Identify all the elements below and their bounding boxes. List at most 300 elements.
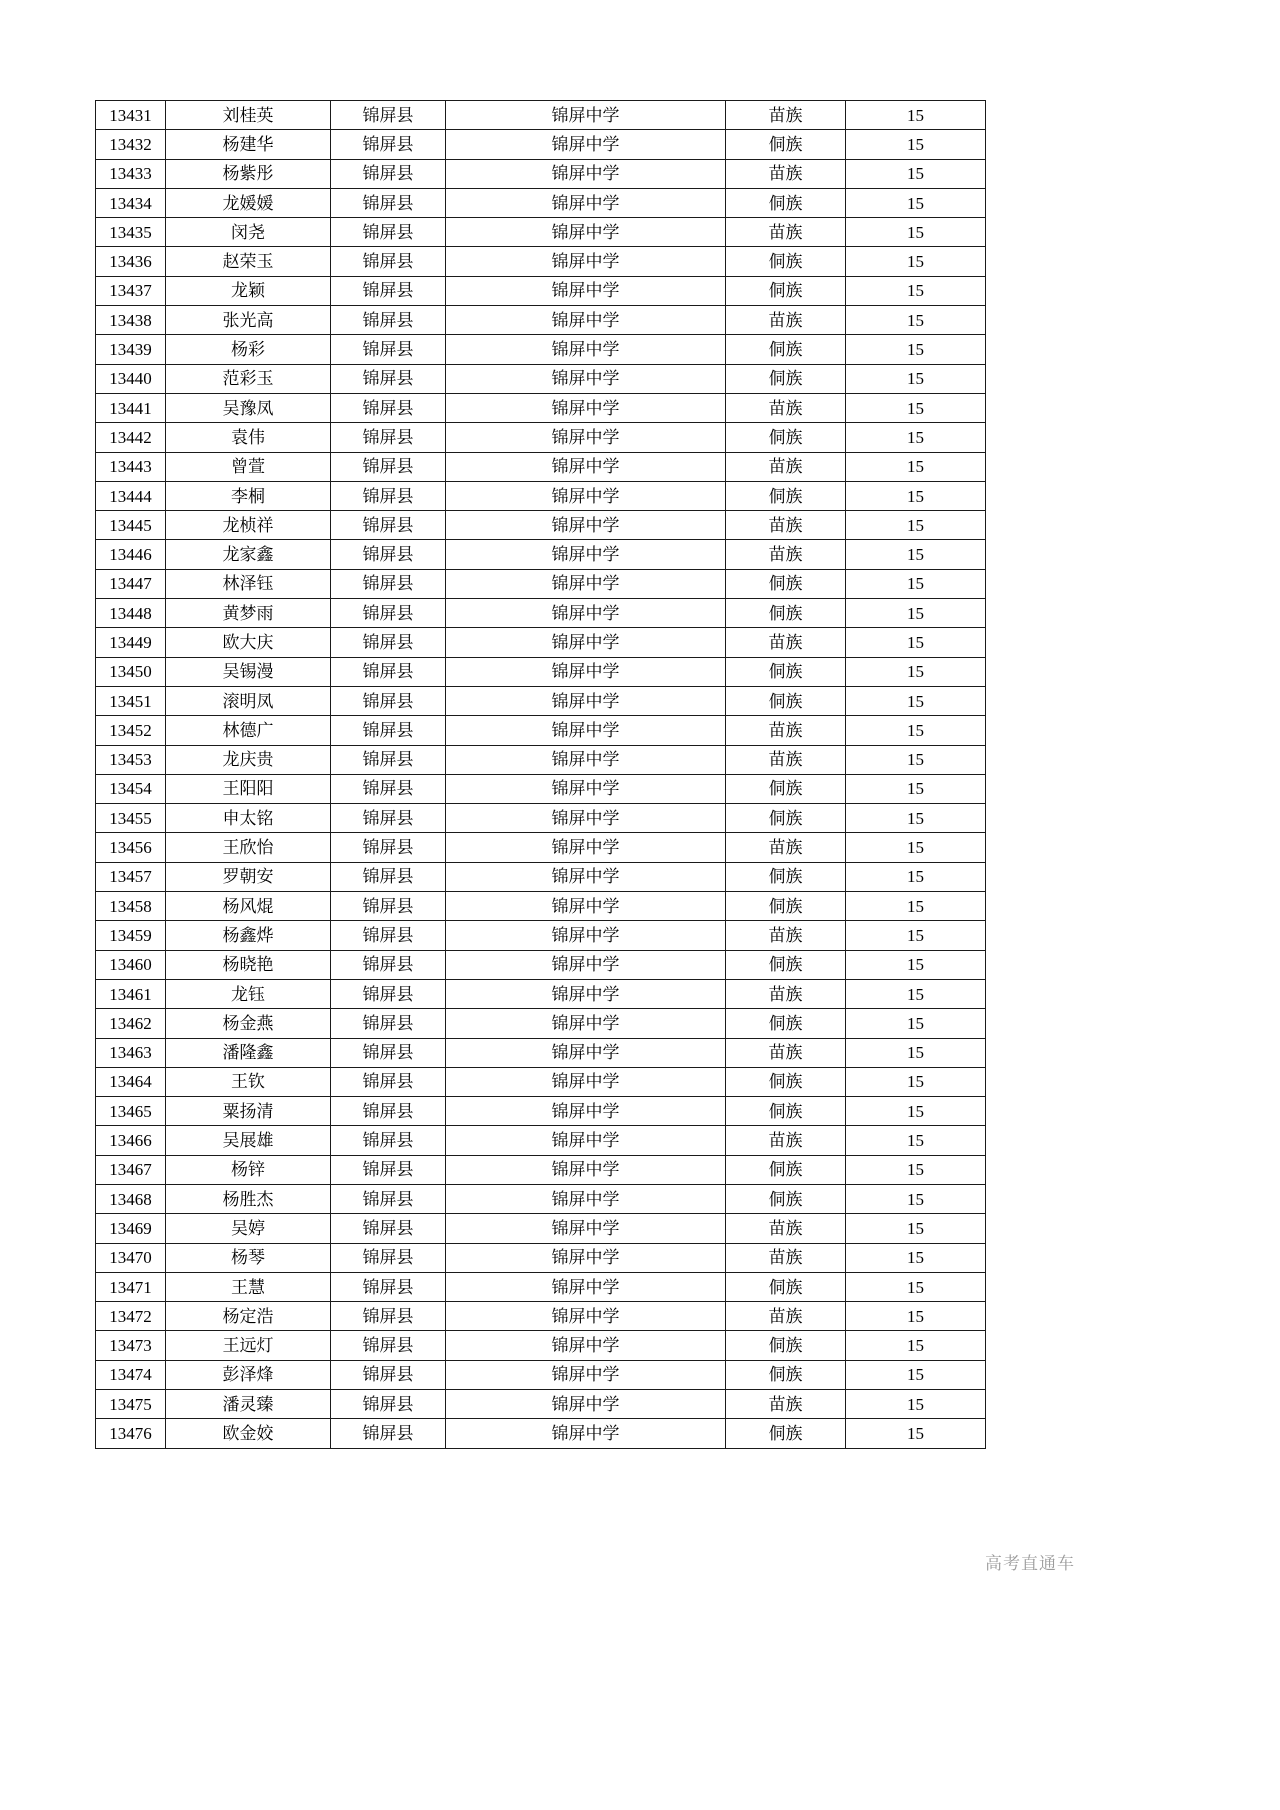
cell-school: 锦屏中学	[446, 804, 726, 833]
cell-score: 15	[846, 921, 986, 950]
table-row	[96, 481, 986, 510]
cell-ethnicity: 苗族	[726, 218, 846, 247]
table-row	[96, 1097, 986, 1126]
cell-ethnicity: 苗族	[726, 1126, 846, 1155]
table-row	[96, 276, 986, 305]
cell-school: 锦屏中学	[446, 1272, 726, 1301]
cell-ethnicity: 苗族	[726, 306, 846, 335]
cell-name: 李桐	[166, 481, 331, 510]
cell-school: 锦屏中学	[446, 921, 726, 950]
cell-id: 13442	[96, 423, 166, 452]
cell-school: 锦屏中学	[446, 1214, 726, 1243]
cell-score: 15	[846, 481, 986, 510]
cell-score: 15	[846, 1009, 986, 1038]
cell-ethnicity: 苗族	[726, 101, 846, 130]
cell-score: 15	[846, 1184, 986, 1213]
cell-id: 13459	[96, 921, 166, 950]
cell-score: 15	[846, 452, 986, 481]
table-row	[96, 1155, 986, 1184]
cell-name: 吴锡漫	[166, 657, 331, 686]
cell-score: 15	[846, 101, 986, 130]
cell-name: 申太铭	[166, 804, 331, 833]
cell-county: 锦屏县	[331, 1390, 446, 1419]
cell-name: 林泽钰	[166, 569, 331, 598]
cell-score: 15	[846, 247, 986, 276]
cell-county: 锦屏县	[331, 511, 446, 540]
cell-ethnicity: 侗族	[726, 1184, 846, 1213]
cell-county: 锦屏县	[331, 1331, 446, 1360]
cell-name: 王慧	[166, 1272, 331, 1301]
cell-score: 15	[846, 628, 986, 657]
cell-school: 锦屏中学	[446, 1097, 726, 1126]
cell-school: 锦屏中学	[446, 101, 726, 130]
cell-ethnicity: 苗族	[726, 159, 846, 188]
cell-name: 赵荣玉	[166, 247, 331, 276]
cell-id: 13471	[96, 1272, 166, 1301]
cell-ethnicity: 苗族	[726, 628, 846, 657]
cell-name: 龙颖	[166, 276, 331, 305]
cell-school: 锦屏中学	[446, 1009, 726, 1038]
cell-id: 13449	[96, 628, 166, 657]
cell-ethnicity: 苗族	[726, 1214, 846, 1243]
cell-id: 13435	[96, 218, 166, 247]
cell-ethnicity: 侗族	[726, 364, 846, 393]
cell-score: 15	[846, 188, 986, 217]
cell-name: 袁伟	[166, 423, 331, 452]
cell-id: 13447	[96, 569, 166, 598]
cell-school: 锦屏中学	[446, 1067, 726, 1096]
table-row	[96, 188, 986, 217]
cell-school: 锦屏中学	[446, 599, 726, 628]
table-row	[96, 862, 986, 891]
cell-id: 13463	[96, 1038, 166, 1067]
cell-county: 锦屏县	[331, 452, 446, 481]
cell-id: 13460	[96, 950, 166, 979]
cell-score: 15	[846, 511, 986, 540]
cell-ethnicity: 侗族	[726, 657, 846, 686]
table-row	[96, 306, 986, 335]
table-row	[96, 686, 986, 715]
cell-name: 杨胜杰	[166, 1184, 331, 1213]
cell-id: 13432	[96, 130, 166, 159]
cell-score: 15	[846, 1155, 986, 1184]
cell-id: 13472	[96, 1302, 166, 1331]
cell-name: 杨风焜	[166, 892, 331, 921]
cell-county: 锦屏县	[331, 745, 446, 774]
cell-county: 锦屏县	[331, 628, 446, 657]
cell-id: 13475	[96, 1390, 166, 1419]
cell-name: 吴展雄	[166, 1126, 331, 1155]
cell-score: 15	[846, 393, 986, 422]
table-row	[96, 745, 986, 774]
cell-id: 13469	[96, 1214, 166, 1243]
cell-ethnicity: 侗族	[726, 599, 846, 628]
cell-school: 锦屏中学	[446, 862, 726, 891]
cell-ethnicity: 侗族	[726, 1009, 846, 1038]
table-row	[96, 628, 986, 657]
cell-county: 锦屏县	[331, 1067, 446, 1096]
cell-school: 锦屏中学	[446, 1155, 726, 1184]
cell-ethnicity: 苗族	[726, 1390, 846, 1419]
table-row	[96, 716, 986, 745]
cell-id: 13450	[96, 657, 166, 686]
table-row	[96, 218, 986, 247]
table-row	[96, 1067, 986, 1096]
cell-ethnicity: 侗族	[726, 130, 846, 159]
table-row	[96, 979, 986, 1008]
cell-id: 13474	[96, 1360, 166, 1389]
table-row	[96, 1302, 986, 1331]
cell-score: 15	[846, 657, 986, 686]
cell-county: 锦屏县	[331, 716, 446, 745]
cell-name: 张光高	[166, 306, 331, 335]
cell-score: 15	[846, 804, 986, 833]
cell-county: 锦屏县	[331, 218, 446, 247]
cell-ethnicity: 苗族	[726, 540, 846, 569]
cell-ethnicity: 侗族	[726, 423, 846, 452]
cell-name: 罗朝安	[166, 862, 331, 891]
cell-id: 13441	[96, 393, 166, 422]
cell-county: 锦屏县	[331, 979, 446, 1008]
cell-school: 锦屏中学	[446, 628, 726, 657]
cell-ethnicity: 侗族	[726, 1331, 846, 1360]
table-row	[96, 1184, 986, 1213]
cell-county: 锦屏县	[331, 540, 446, 569]
cell-id: 13458	[96, 892, 166, 921]
table-row	[96, 364, 986, 393]
table-row	[96, 1331, 986, 1360]
cell-id: 13465	[96, 1097, 166, 1126]
table-row	[96, 247, 986, 276]
table-row	[96, 1419, 986, 1448]
cell-ethnicity: 侗族	[726, 1272, 846, 1301]
cell-county: 锦屏县	[331, 862, 446, 891]
cell-name: 滚明凤	[166, 686, 331, 715]
watermark: 高考直通车	[985, 1554, 1075, 1573]
cell-ethnicity: 苗族	[726, 716, 846, 745]
cell-score: 15	[846, 686, 986, 715]
cell-name: 王欣怡	[166, 833, 331, 862]
cell-name: 杨建华	[166, 130, 331, 159]
table-row	[96, 950, 986, 979]
table-row	[96, 1009, 986, 1038]
cell-school: 锦屏中学	[446, 452, 726, 481]
cell-county: 锦屏县	[331, 306, 446, 335]
cell-school: 锦屏中学	[446, 833, 726, 862]
cell-id: 13438	[96, 306, 166, 335]
table-row	[96, 921, 986, 950]
cell-county: 锦屏县	[331, 1126, 446, 1155]
cell-name: 范彩玉	[166, 364, 331, 393]
cell-id: 13452	[96, 716, 166, 745]
cell-county: 锦屏县	[331, 393, 446, 422]
cell-county: 锦屏县	[331, 364, 446, 393]
cell-score: 15	[846, 569, 986, 598]
table-row	[96, 804, 986, 833]
cell-name: 欧大庆	[166, 628, 331, 657]
table-row	[96, 159, 986, 188]
cell-county: 锦屏县	[331, 276, 446, 305]
cell-ethnicity: 苗族	[726, 979, 846, 1008]
cell-ethnicity: 侗族	[726, 1155, 846, 1184]
cell-school: 锦屏中学	[446, 657, 726, 686]
cell-name: 林德广	[166, 716, 331, 745]
table-row	[96, 511, 986, 540]
cell-name: 龙桢祥	[166, 511, 331, 540]
cell-id: 13437	[96, 276, 166, 305]
cell-school: 锦屏中学	[446, 364, 726, 393]
cell-school: 锦屏中学	[446, 569, 726, 598]
cell-school: 锦屏中学	[446, 950, 726, 979]
cell-name: 杨鑫烨	[166, 921, 331, 950]
cell-score: 15	[846, 276, 986, 305]
cell-name: 潘灵臻	[166, 1390, 331, 1419]
table-row	[96, 1390, 986, 1419]
cell-id: 13470	[96, 1243, 166, 1272]
cell-county: 锦屏县	[331, 188, 446, 217]
cell-school: 锦屏中学	[446, 1390, 726, 1419]
cell-ethnicity: 侗族	[726, 686, 846, 715]
cell-county: 锦屏县	[331, 1302, 446, 1331]
cell-county: 锦屏县	[331, 892, 446, 921]
table-row	[96, 1214, 986, 1243]
cell-ethnicity: 侗族	[726, 188, 846, 217]
cell-school: 锦屏中学	[446, 393, 726, 422]
cell-ethnicity: 侗族	[726, 1360, 846, 1389]
cell-id: 13451	[96, 686, 166, 715]
cell-score: 15	[846, 306, 986, 335]
cell-ethnicity: 侗族	[726, 950, 846, 979]
cell-id: 13440	[96, 364, 166, 393]
cell-id: 13461	[96, 979, 166, 1008]
table-row	[96, 774, 986, 803]
cell-ethnicity: 侗族	[726, 1097, 846, 1126]
cell-id: 13476	[96, 1419, 166, 1448]
cell-school: 锦屏中学	[446, 1184, 726, 1213]
cell-id: 13448	[96, 599, 166, 628]
cell-name: 杨锌	[166, 1155, 331, 1184]
cell-name: 曾萱	[166, 452, 331, 481]
cell-ethnicity: 侗族	[726, 804, 846, 833]
cell-county: 锦屏县	[331, 774, 446, 803]
cell-ethnicity: 苗族	[726, 745, 846, 774]
cell-school: 锦屏中学	[446, 130, 726, 159]
cell-id: 13453	[96, 745, 166, 774]
cell-ethnicity: 苗族	[726, 1038, 846, 1067]
cell-school: 锦屏中学	[446, 423, 726, 452]
cell-ethnicity: 侗族	[726, 481, 846, 510]
cell-county: 锦屏县	[331, 804, 446, 833]
cell-score: 15	[846, 1360, 986, 1389]
cell-school: 锦屏中学	[446, 159, 726, 188]
table-row	[96, 1360, 986, 1389]
cell-score: 15	[846, 423, 986, 452]
cell-id: 13462	[96, 1009, 166, 1038]
cell-county: 锦屏县	[331, 569, 446, 598]
table-row	[96, 599, 986, 628]
cell-school: 锦屏中学	[446, 511, 726, 540]
cell-county: 锦屏县	[331, 1155, 446, 1184]
cell-id: 13466	[96, 1126, 166, 1155]
cell-name: 吴豫凤	[166, 393, 331, 422]
cell-county: 锦屏县	[331, 247, 446, 276]
cell-school: 锦屏中学	[446, 892, 726, 921]
cell-county: 锦屏县	[331, 1272, 446, 1301]
cell-score: 15	[846, 130, 986, 159]
cell-id: 13464	[96, 1067, 166, 1096]
cell-id: 13433	[96, 159, 166, 188]
cell-school: 锦屏中学	[446, 1360, 726, 1389]
cell-school: 锦屏中学	[446, 774, 726, 803]
cell-school: 锦屏中学	[446, 1302, 726, 1331]
table-row	[96, 1126, 986, 1155]
cell-score: 15	[846, 599, 986, 628]
cell-ethnicity: 苗族	[726, 1243, 846, 1272]
cell-id: 13436	[96, 247, 166, 276]
table-row	[96, 393, 986, 422]
cell-name: 龙家鑫	[166, 540, 331, 569]
cell-county: 锦屏县	[331, 1419, 446, 1448]
cell-ethnicity: 侗族	[726, 1419, 846, 1448]
cell-ethnicity: 侗族	[726, 892, 846, 921]
cell-school: 锦屏中学	[446, 540, 726, 569]
cell-county: 锦屏县	[331, 1243, 446, 1272]
cell-county: 锦屏县	[331, 423, 446, 452]
cell-ethnicity: 苗族	[726, 452, 846, 481]
cell-county: 锦屏县	[331, 481, 446, 510]
table-body	[96, 101, 986, 1449]
cell-school: 锦屏中学	[446, 745, 726, 774]
cell-score: 15	[846, 833, 986, 862]
cell-school: 锦屏中学	[446, 686, 726, 715]
cell-name: 刘桂英	[166, 101, 331, 130]
cell-score: 15	[846, 1097, 986, 1126]
cell-name: 粟扬清	[166, 1097, 331, 1126]
cell-score: 15	[846, 540, 986, 569]
cell-county: 锦屏县	[331, 950, 446, 979]
cell-name: 王钦	[166, 1067, 331, 1096]
cell-id: 13457	[96, 862, 166, 891]
cell-score: 15	[846, 159, 986, 188]
cell-school: 锦屏中学	[446, 1331, 726, 1360]
cell-county: 锦屏县	[331, 1184, 446, 1213]
cell-county: 锦屏县	[331, 1009, 446, 1038]
cell-county: 锦屏县	[331, 921, 446, 950]
cell-id: 13431	[96, 101, 166, 130]
cell-school: 锦屏中学	[446, 218, 726, 247]
cell-school: 锦屏中学	[446, 247, 726, 276]
cell-score: 15	[846, 1067, 986, 1096]
cell-id: 13454	[96, 774, 166, 803]
cell-school: 锦屏中学	[446, 306, 726, 335]
cell-ethnicity: 苗族	[726, 833, 846, 862]
cell-score: 15	[846, 1214, 986, 1243]
cell-name: 杨金燕	[166, 1009, 331, 1038]
cell-name: 杨定浩	[166, 1302, 331, 1331]
cell-name: 黄梦雨	[166, 599, 331, 628]
table-row	[96, 833, 986, 862]
cell-county: 锦屏县	[331, 686, 446, 715]
cell-ethnicity: 侗族	[726, 569, 846, 598]
cell-name: 杨琴	[166, 1243, 331, 1272]
table-row	[96, 335, 986, 364]
cell-score: 15	[846, 862, 986, 891]
cell-name: 吴婷	[166, 1214, 331, 1243]
cell-county: 锦屏县	[331, 1360, 446, 1389]
cell-score: 15	[846, 1038, 986, 1067]
cell-name: 闵尧	[166, 218, 331, 247]
cell-school: 锦屏中学	[446, 481, 726, 510]
cell-county: 锦屏县	[331, 130, 446, 159]
cell-id: 13473	[96, 1331, 166, 1360]
cell-school: 锦屏中学	[446, 188, 726, 217]
table-row	[96, 1038, 986, 1067]
cell-ethnicity: 侗族	[726, 1067, 846, 1096]
cell-id: 13455	[96, 804, 166, 833]
cell-score: 15	[846, 1126, 986, 1155]
cell-score: 15	[846, 950, 986, 979]
cell-ethnicity: 侗族	[726, 276, 846, 305]
table-row	[96, 540, 986, 569]
cell-score: 15	[846, 1331, 986, 1360]
cell-county: 锦屏县	[331, 1038, 446, 1067]
cell-score: 15	[846, 774, 986, 803]
table-row	[96, 1272, 986, 1301]
table-row	[96, 1243, 986, 1272]
cell-name: 欧金姣	[166, 1419, 331, 1448]
cell-id: 13467	[96, 1155, 166, 1184]
cell-ethnicity: 侗族	[726, 774, 846, 803]
cell-score: 15	[846, 218, 986, 247]
cell-id: 13445	[96, 511, 166, 540]
cell-name: 龙庆贵	[166, 745, 331, 774]
cell-id: 13439	[96, 335, 166, 364]
cell-county: 锦屏县	[331, 159, 446, 188]
cell-score: 15	[846, 335, 986, 364]
cell-score: 15	[846, 1419, 986, 1448]
cell-county: 锦屏县	[331, 833, 446, 862]
cell-ethnicity: 侗族	[726, 862, 846, 891]
cell-name: 杨彩	[166, 335, 331, 364]
cell-ethnicity: 苗族	[726, 511, 846, 540]
cell-id: 13468	[96, 1184, 166, 1213]
cell-name: 杨紫彤	[166, 159, 331, 188]
cell-name: 杨晓艳	[166, 950, 331, 979]
cell-school: 锦屏中学	[446, 1038, 726, 1067]
cell-school: 锦屏中学	[446, 335, 726, 364]
cell-score: 15	[846, 979, 986, 1008]
cell-score: 15	[846, 892, 986, 921]
cell-county: 锦屏县	[331, 335, 446, 364]
cell-id: 13434	[96, 188, 166, 217]
cell-name: 潘隆鑫	[166, 1038, 331, 1067]
cell-ethnicity: 苗族	[726, 1302, 846, 1331]
cell-school: 锦屏中学	[446, 1126, 726, 1155]
table-row	[96, 569, 986, 598]
cell-county: 锦屏县	[331, 1097, 446, 1126]
table-row	[96, 130, 986, 159]
cell-name: 龙媛媛	[166, 188, 331, 217]
cell-score: 15	[846, 1272, 986, 1301]
table-row	[96, 101, 986, 130]
cell-id: 13444	[96, 481, 166, 510]
student-list-table	[95, 100, 986, 1449]
cell-score: 15	[846, 745, 986, 774]
cell-score: 15	[846, 1302, 986, 1331]
cell-name: 龙钰	[166, 979, 331, 1008]
table-row	[96, 452, 986, 481]
cell-school: 锦屏中学	[446, 1243, 726, 1272]
